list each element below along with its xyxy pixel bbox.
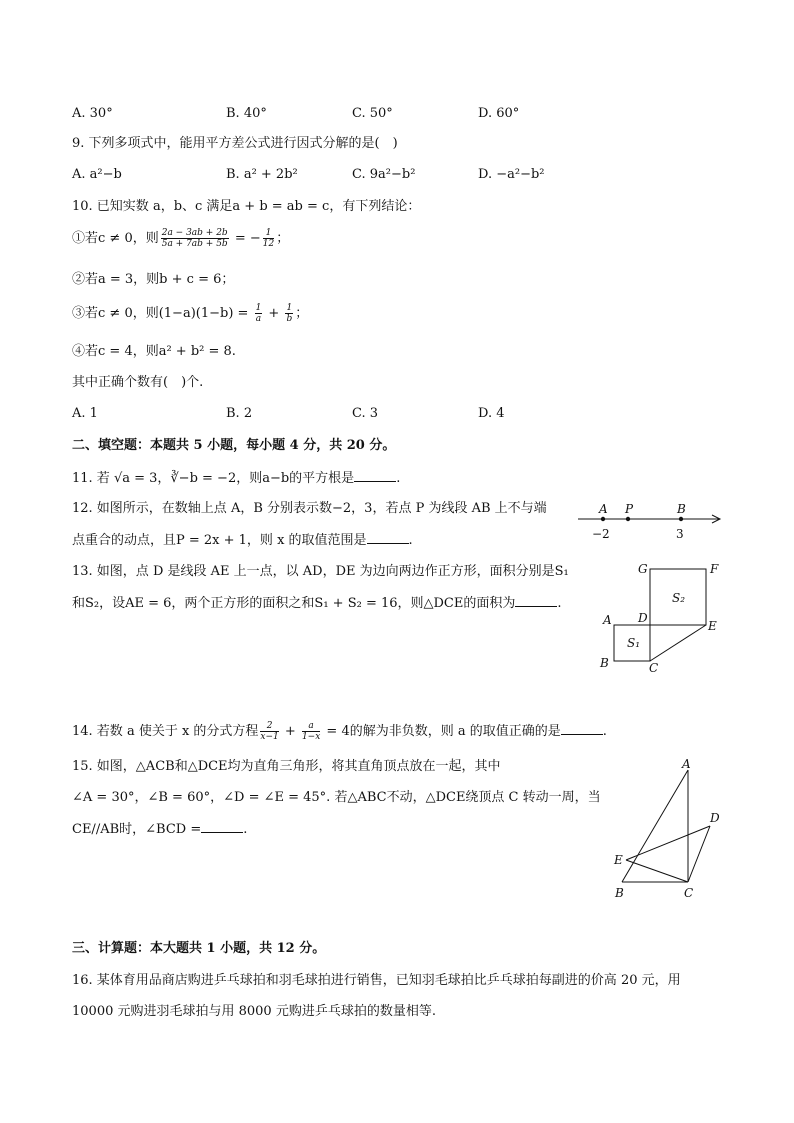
- q10-s3-f1d: a: [255, 314, 262, 324]
- q10-statement-1: [72, 228, 289, 249]
- number-line-figure: [572, 498, 728, 544]
- q9-stem: 9. 下列多项式中，能用平方差公式进行因式分解的是( ): [72, 136, 398, 151]
- q13-line-2: 和S₂，设AE = 6，两个正方形的面积之和S₁ + S₂ = 16，则△DCE的面积为 .: [72, 596, 562, 611]
- segment-ec: [626, 860, 688, 882]
- q10-s3-plus: +: [264, 306, 284, 321]
- section-3-heading: 三、计算题：本大题共 1 小题，共 12 分。: [72, 941, 326, 956]
- q10-s1-pre: ①若c ≠ 0，则: [72, 231, 159, 246]
- q14-frac2: [302, 721, 320, 742]
- q15-answer-blank: [201, 820, 243, 833]
- q11-answer-blank: [354, 469, 396, 482]
- q9-option-d: D. −a²−b²: [478, 167, 545, 182]
- q14-pre: 14. 若数 a 使关于 x 的分式方程: [72, 724, 259, 739]
- q10-s1-rnum: 1: [263, 228, 274, 239]
- q8-option-c: C. 50°: [352, 106, 393, 121]
- q14: 14. 若数 a 使关于 x 的分式方程 $\frac{2}{x-1}$ + $\frac{a}{1-x}$ = 4的解为非负数，则 a 的取值正确的是 .: [72, 721, 607, 742]
- triangles-figure: [606, 754, 732, 902]
- q10-option-a: A. 1: [72, 406, 98, 421]
- q14-answer-blank: [561, 722, 603, 735]
- squares-label-e: E: [708, 619, 717, 633]
- q10-s1-post: = −: [230, 231, 261, 246]
- q13-line-1: 13. 如图，点 D 是线段 AE 上一点，以 AD，DE 为边向两边作正方形，面积分别是S₁: [72, 564, 569, 579]
- q10-s3-frac2: [285, 303, 293, 324]
- segment-ed: [626, 826, 710, 860]
- q8-option-a: A. 30°: [72, 106, 113, 121]
- q14-post: = 4的解为非负数，则 a 的取值正确的是: [322, 724, 561, 739]
- q9-option-c: C. 9a²−b²: [352, 167, 416, 182]
- q10-s1-num: 2a − 3ab + 2b: [161, 228, 228, 238]
- q10-s1-end: ；: [276, 231, 290, 246]
- q14-frac1: [260, 721, 278, 742]
- q10-option-c: C. 3: [352, 406, 379, 421]
- q12-line-2: 点重合的动点，且P = 2x + 1，则 x 的取值范围是 .: [72, 533, 413, 548]
- q9-option-b: B. a² + 2b²: [226, 167, 298, 182]
- squares-label-a: A: [603, 613, 612, 627]
- squares-label-f: F: [710, 562, 719, 576]
- q12-answer-blank: [367, 531, 409, 544]
- q13-answer-blank: [515, 594, 557, 607]
- q12-line-2-text: 点重合的动点，且P = 2x + 1，则 x 的取值范围是: [72, 533, 367, 548]
- squares-figure: [594, 558, 724, 678]
- q10-s3-pre: ③若c ≠ 0，则(1−a)(1−b) =: [72, 306, 253, 321]
- triangles-label-a: A: [682, 757, 691, 771]
- triangles-label-e: E: [614, 853, 623, 867]
- number-line-label-p: P: [625, 502, 634, 516]
- q8-option-b: B. 40°: [226, 106, 267, 121]
- q10-s1-rden: 12: [262, 239, 275, 249]
- squares-label-d: D: [638, 611, 648, 625]
- number-line-value-a: −2: [592, 527, 610, 541]
- q10-s1-den: 5a + 7ab + 5b: [161, 239, 228, 249]
- q10-s3-frac1: [255, 303, 263, 324]
- triangles-label-c: C: [684, 886, 694, 900]
- q10-statement-3: [72, 303, 308, 324]
- triangles-label-d: D: [710, 811, 720, 825]
- squares-label-g: G: [638, 562, 648, 576]
- q10-s3-f1n: 1: [255, 303, 262, 313]
- q13-line-2-text: 和S₂，设AE = 6，两个正方形的面积之和S₁ + S₂ = 16，则△DCE的面积为: [72, 596, 516, 611]
- q11: 11. 若 √a = 3，∛−b = −2，则a−b的平方根是 .: [72, 471, 401, 486]
- squares-label-s1: S₁: [627, 636, 641, 650]
- point-p-dot: [626, 517, 630, 521]
- triangles-label-b: B: [615, 886, 624, 900]
- number-line-value-b: 3: [676, 527, 684, 541]
- q12-line-1: 12. 如图所示，在数轴上点 A，B 分别表示数−2，3，若点 P 为线段 AB 上不与端: [72, 501, 547, 516]
- q10-s3-f2d: b: [286, 314, 293, 324]
- segment-ab: [622, 770, 688, 882]
- q8-option-d: D. 60°: [478, 106, 520, 121]
- q14-f1n: 2: [260, 721, 278, 732]
- squares-label-b: B: [600, 656, 609, 670]
- q10-statement-2: ②若a = 3，则b + c = 6；: [72, 272, 235, 287]
- segment-dc: [688, 826, 710, 882]
- q16-line-2: 10000 元购进羽毛球拍与用 8000 元购进乒乓球拍的数量相等.: [72, 1004, 436, 1019]
- q10-statement-4: ④若c = 4，则a² + b² = 8.: [72, 344, 236, 359]
- q14-f2d: 1−x: [301, 732, 321, 742]
- squares-label-c: C: [649, 661, 659, 675]
- q14-f2n: a: [302, 721, 320, 732]
- number-line-label-b: B: [677, 502, 686, 516]
- q10-conclusion: 其中正确个数有( )个.: [72, 375, 204, 390]
- q15-line-2: ∠A = 30°，∠B = 60°，∠D = ∠E = 45°. 若△ABC不动，△DCE绕顶点 C 转动一周，当: [72, 790, 601, 805]
- q10-s1-fraction: [161, 228, 229, 249]
- q15-line-1: 15. 如图，△ACB和△DCE均为直角三角形，将其直角顶点放在一起，其中: [72, 759, 501, 774]
- q15-line-3: CE//AB时，∠BCD = .: [72, 822, 248, 837]
- point-a-dot: [601, 517, 605, 521]
- q10-s3-end: ；: [295, 306, 309, 321]
- number-line-label-a: A: [599, 502, 608, 516]
- q11-text: 11. 若 √a = 3，∛−b = −2，则a−b的平方根是: [72, 471, 355, 486]
- q10-option-d: D. 4: [478, 406, 505, 421]
- q10-option-b: B. 2: [226, 406, 253, 421]
- q10-stem: 10. 已知实数 a，b、c 满足a + b = ab = c，有下列结论：: [72, 199, 421, 214]
- q16-line-1: 16. 某体育用品商店购进乒乓球拍和羽毛球拍进行销售，已知羽毛球拍比乒乓球拍每副进的价高 20 元，用: [72, 973, 681, 988]
- q15-line-3-text: CE//AB时，∠BCD =: [72, 822, 202, 837]
- q10-s3-f2n: 1: [286, 303, 293, 313]
- q10-s1-rhs-fraction: [263, 228, 274, 249]
- q14-f1d: x−1: [260, 732, 279, 742]
- segment-ce: [650, 625, 706, 661]
- section-2-heading: 二、填空题：本题共 5 小题，每小题 4 分，共 20 分。: [72, 438, 396, 453]
- q14-plus: +: [280, 724, 300, 739]
- q9-option-a: A. a²−b: [72, 167, 122, 182]
- squares-label-s2: S₂: [672, 591, 686, 605]
- point-b-dot: [679, 517, 683, 521]
